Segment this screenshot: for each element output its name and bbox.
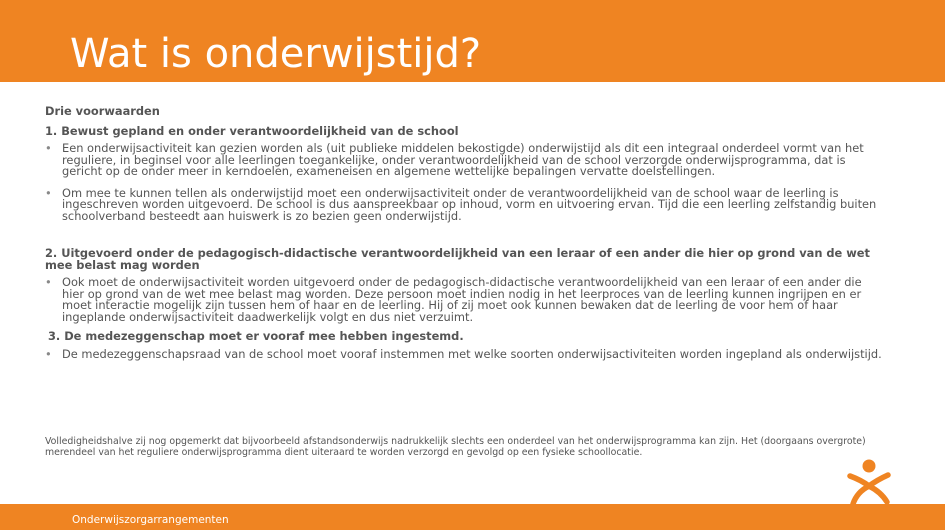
section-1-bullet-1: • Een onderwijsactiviteit kan gezien worden als (uit publieke middelen bekostigde) onderwijstijd als dit een integraal onderdeel vormt van het reguliere, in beginsel voor alle leerlingen toegankelijke, onder verantwoordelijkheid van de school verzorgde onderwijsprogramma, dat is gericht op de onder meer in kerndoelen, exameneisen en algemene wettelijke bepalingen vervatte doelstellingen.	[45, 143, 885, 178]
section-1-heading: 1. Bewust gepland en onder verantwoordelijkheid van de school	[45, 123, 459, 138]
section-3-bullets	[45, 346, 885, 361]
section-1-bullet-2: • Om mee te kunnen tellen als onderwijstijd moet een onderwijsactiviteit onder de verantwoordelijkheid van de school waar de leerling is ingeschreven worden uitgevoerd. De school is dus aanspreekbaar op inhoud, vorm en uitvoering ervan. Tijd die een leerling zelfstandig buiten schoolverband besteedt aan huiswerk is zo bezien geen onderwijstijd.	[45, 188, 885, 223]
section-3-bullet-1: • De medezeggenschapsraad van de school moet vooraf instemmen met welke soorten onderwijsactiviteiten worden ingepland als onderwijstijd.	[45, 349, 885, 361]
slide-content	[45, 106, 885, 360]
footnote: Volledigheidshalve zij nog opgemerkt dat bijvoorbeeld afstandsonderwijs nadrukkelijk slechts een onderdeel van het onderwijsprogramma kan zijn. Het (doorgaans overgrote) merendeel van het reguliere onderwijsprogramma dient uiteraard te worden verzorgd en gevolgd op een fysieke schoollocatie.	[45, 436, 866, 458]
section-2-heading: 2. Uitgevoerd onder de pedagogisch-didactische verantwoordelijkheid van een leraar of een ander die hier op grond van de wet mee belast mag worden	[45, 246, 870, 272]
person-figure-icon	[847, 458, 891, 506]
section-2-bullet-1: • Ook moet de onderwijsactiviteit worden uitgevoerd onder de pedagogisch-didactische verantwoordelijkheid van een leraar of een ander die hier op grond van de wet mee belast mag worden. Deze persoon moet indien nodig in het leerproces van de leerling kunnen ingrijpen en er moet interactie mogelijk zijn tussen hem of haar en de leerling. Hij of zij moet ook kunnen bewaken dat de leerling de voor hem of haar ingeplande onderwijsactiviteit daadwerkelijk volgt en dus niet verzuimt.	[45, 277, 885, 323]
footer-label: Onderwijszorgarrangementen	[72, 514, 229, 526]
slide-title: Wat is onderwijstijd?	[70, 31, 482, 77]
section-2-bullets	[45, 277, 885, 323]
section-1-bullets	[45, 143, 885, 222]
footer-bar	[0, 504, 945, 530]
section-3-heading: 3. De medezeggenschap moet er vooraf mee hebben ingestemd.	[48, 329, 464, 343]
header-bar	[0, 0, 945, 82]
intro-heading: Drie voorwaarden	[45, 104, 160, 118]
